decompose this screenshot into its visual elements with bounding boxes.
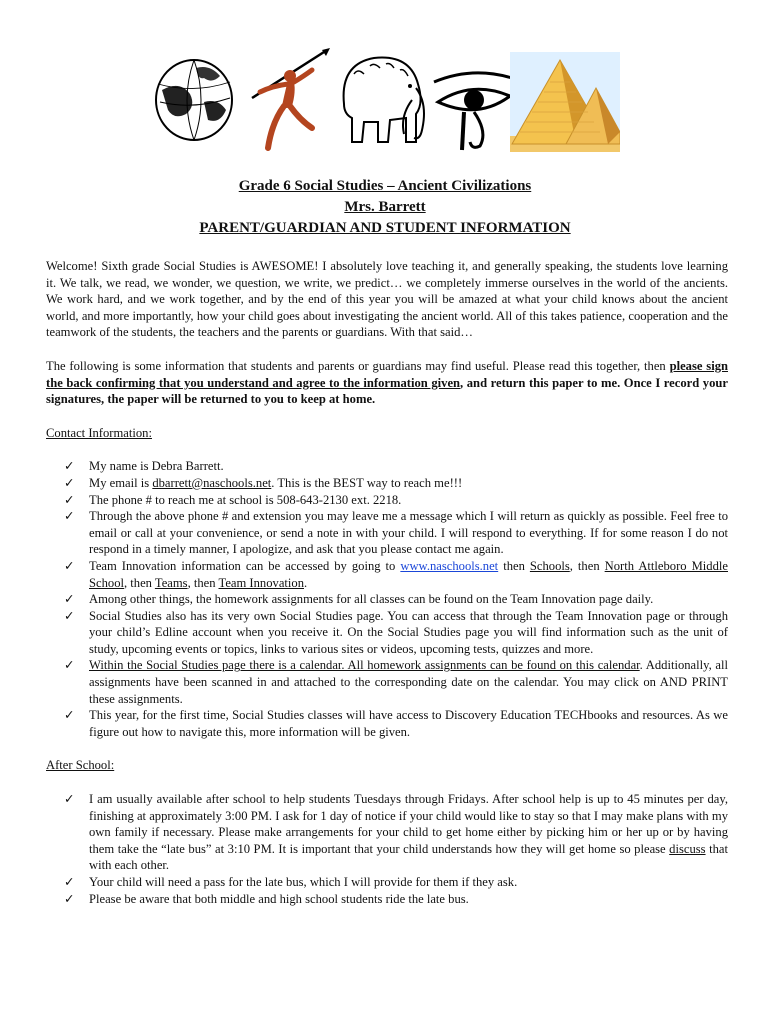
list-item: ✓ This year, for the first time, Social Studies classes will have access to Discovery Education TECHbooks and resources. As we figure out how to navigate this, more information will be given.: [64, 708, 728, 739]
check-icon: ✓: [64, 475, 75, 490]
list-item: ✓ Your child will need a pass for the late bus, which I will provide for them if they ask.: [64, 875, 518, 889]
website-link[interactable]: www.naschools.net: [400, 558, 499, 573]
list-item: ✓ Within the Social Studies page there is a calendar. All homework assignments can be found on this calendar. Additionally, all assignments have been scanned in and attached to the corresponding date on the calendar. You may click on AND PRINT these assignments.: [64, 658, 728, 706]
intro-paragraph: Welcome! Sixth grade Social Studies is AWESOME! I absolutely love teaching it, and generally speaking, the students love learning it. We talk, we read, we wonder, we question, we write, we predict… we completely immerse ourselves in the world of the ancients. We work hard, and we work together, and by the end of this year you will be amazed at what your child knows about the ancient world, and more importantly, how your child goes about investigating the ancient world. All of this takes patience, cooperation and the teamwork of the students, the teachers and the parents or guardians. With that said…: [46, 259, 728, 340]
check-icon: ✓: [64, 608, 75, 623]
eye-of-horus-icon: [428, 62, 518, 162]
list-item: ✓ My email is dbarrett@naschools.net. This is the BEST way to reach me!!!: [64, 475, 463, 490]
check-icon: ✓: [64, 459, 75, 474]
check-icon: ✓: [64, 875, 75, 889]
check-icon: ✓: [64, 658, 75, 673]
check-icon: ✓: [64, 558, 75, 573]
title-heading: PARENT/GUARDIAN AND STUDENT INFORMATION: [199, 220, 571, 236]
title-course: Grade 6 Social Studies – Ancient Civilizations: [238, 178, 532, 194]
check-icon: ✓: [64, 792, 75, 807]
contact-heading: Contact Information:: [46, 425, 152, 440]
document-body: [46, 258, 728, 907]
check-icon: ✓: [64, 891, 75, 906]
check-icon: ✓: [64, 509, 75, 524]
mammoth-icon: [330, 44, 430, 154]
check-icon: ✓: [64, 592, 75, 607]
document-title: [0, 176, 770, 239]
list-item: ✓ Please be aware that both middle and high school students ride the late bus.: [64, 891, 469, 906]
instructions-paragraph: The following is some information that students and parents or guardians may find useful. Please read this together, then please sign the back confirming that you understand and agree to the information given, and return this paper to me. Once I record your signatures, the paper will be returned to you to keep at home.: [46, 358, 728, 407]
list-item: ✓ Among other things, the homework assignments for all classes can be found on the Team Innovation page daily.: [64, 592, 654, 607]
pyramids-icon: [510, 52, 620, 156]
list-item: ✓ My name is Debra Barrett.: [64, 459, 224, 474]
list-item: ✓ The phone # to reach me at school is 508-643-2130 ext. 2218.: [64, 492, 402, 507]
check-icon: ✓: [64, 708, 75, 723]
email-link[interactable]: dbarrett@naschools.net: [152, 475, 272, 490]
check-icon: ✓: [64, 492, 75, 507]
after-school-list: [46, 791, 728, 907]
hunter-icon: [242, 48, 332, 158]
list-item: ✓ Social Studies also has its very own Social Studies page. You can access that through the Team Innovation page or through your child’s Edline account when you receive it. On the Social Studies page you will find information such as the unit of study, upcoming events or topics, links to various sites or videos, upcoming tests, quizzes and more.: [64, 608, 728, 656]
after-school-heading: After School:: [46, 758, 115, 773]
contact-list: [46, 458, 728, 740]
title-teacher: Mrs. Barrett: [344, 199, 426, 215]
header-illustrations: [150, 44, 620, 164]
list-item: ✓ Team Innovation information can be accessed by going to www.naschools.net then Schools, then North Attleboro Middle School, then Teams, then Team Innovation.: [64, 558, 728, 590]
sign-instruction: please sign the back confirming that you understand and agree to the information given: [46, 358, 728, 390]
list-item: ✓ Through the above phone # and extension you may leave me a message which I will return as quickly as possible. Feel free to email or call at your convenience, or send a note in with your child. I will respond to everything. If for some reason I do not respond in a timely manner, I apologize, and ask that you please contact me again.: [64, 509, 728, 557]
list-item: ✓ I am usually available after school to help students Tuesdays through Fridays. After school help is up to 45 minutes per day, finishing at approximately 3:00 PM. I ask for 1 day of notice if your child would like to stay so that I may make plans with my own family if necessary. Please make arrangements for your child to get home either by picking him or her up or by having them take the “late bus” at 3:10 PM. It is important that your child understands how they will get home so please discuss that with each other.: [64, 792, 728, 873]
globe-icon: [150, 50, 240, 150]
